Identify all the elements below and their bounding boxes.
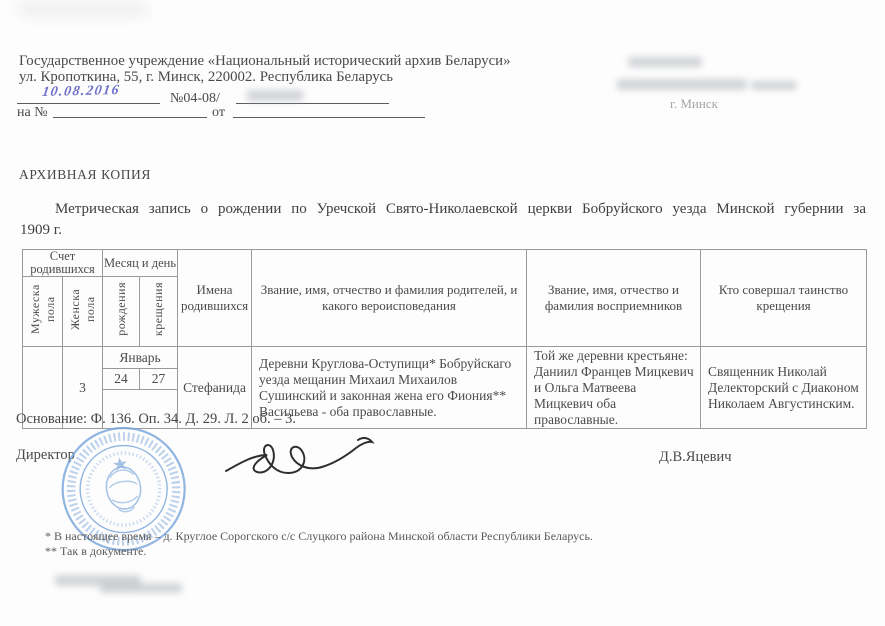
scan-smudge (18, 2, 148, 17)
date-blank-line (17, 103, 160, 104)
intro-line-1: Метрическая запись о рождении по Уречской Свято-Николаевской церкви Бобруйского уезда Минской губернии за (55, 201, 866, 217)
footnote-1: * В настоящее время – д. Круглое Сорогского с/с Слуцкого района Минской области Республики Беларусь. (45, 529, 593, 543)
redaction-blur (617, 79, 747, 90)
from-label: от (212, 105, 225, 120)
cell-name: Стефанида (178, 347, 252, 429)
record-table (22, 249, 867, 429)
cell-officiant: Священник Николай Делекторский с Диаконом Николаем Августинским. (701, 347, 867, 429)
column-header-parents: Звание, имя, отчество и фамилия родителей, и какого вероисповедания (252, 250, 527, 347)
director-label: Директор (16, 447, 75, 463)
redaction-blur (628, 57, 702, 67)
cell-baptized-day: 27 (140, 369, 178, 390)
record-table-wrap (22, 249, 867, 429)
column-header-male: Мужеска пола (23, 277, 63, 347)
cell-month: Январь (103, 347, 178, 369)
cell-born-day: 24 (103, 369, 140, 390)
city-label: г. Минск (670, 96, 718, 111)
redaction-blur (247, 90, 303, 101)
column-group-month-day: Месяц и день (103, 250, 178, 277)
director-name: Д.В.Яцевич (659, 449, 732, 465)
cell-godparents: Той же деревни крестьяне: Даниил Францев Мицкевич и Ольга Матвеева Мицкевич оба православные. (527, 347, 701, 429)
intro-paragraph (20, 199, 866, 241)
redaction-blur (100, 583, 182, 593)
cell-female-count: 3 (63, 347, 103, 429)
institution-name: Государственное учреждение «Национальный исторический архив Беларуси» (19, 53, 511, 69)
column-header-godparents: Звание, имя, отчество и фамилия восприемников (527, 250, 701, 347)
column-group-count: Счет родившихся (23, 250, 103, 277)
director-signature (220, 430, 378, 487)
from-blank-line (233, 117, 425, 118)
intro-line-2: 1909 г. (20, 222, 62, 238)
footnote-2: ** Так в документе. (45, 544, 147, 558)
handwritten-date: 10.08.2016 (40, 82, 122, 101)
ref-blank-line (236, 103, 389, 104)
column-header-female: Женска пола (63, 277, 103, 347)
redaction-blur (751, 81, 797, 90)
column-header-baptized: крещения (140, 277, 178, 347)
column-header-names: Имена родившихся (178, 250, 252, 347)
on-number-label: на № (17, 105, 48, 120)
on-number-blank-line (53, 117, 207, 118)
cell-parents: Деревни Круглова-Оступищи* Бобруйскаго уезда мещанин Михаил Михаилов Сушинский и законная жена его Фиония** Васильева - оба православные. (252, 347, 527, 429)
column-header-officiant: Кто совершал таинство крещения (701, 250, 867, 347)
reference-number: №04-08/ (170, 91, 220, 106)
column-header-born: рождения (103, 277, 140, 347)
institution-address: ул. Кропоткина, 55, г. Минск, 220002. Республика Беларусь (19, 69, 393, 85)
document-title: АРХИВНАЯ КОПИЯ (19, 167, 152, 182)
basis-line: Основание: Ф. 136. Оп. 34. Д. 29. Л. 2 об. – 3. (16, 411, 297, 427)
